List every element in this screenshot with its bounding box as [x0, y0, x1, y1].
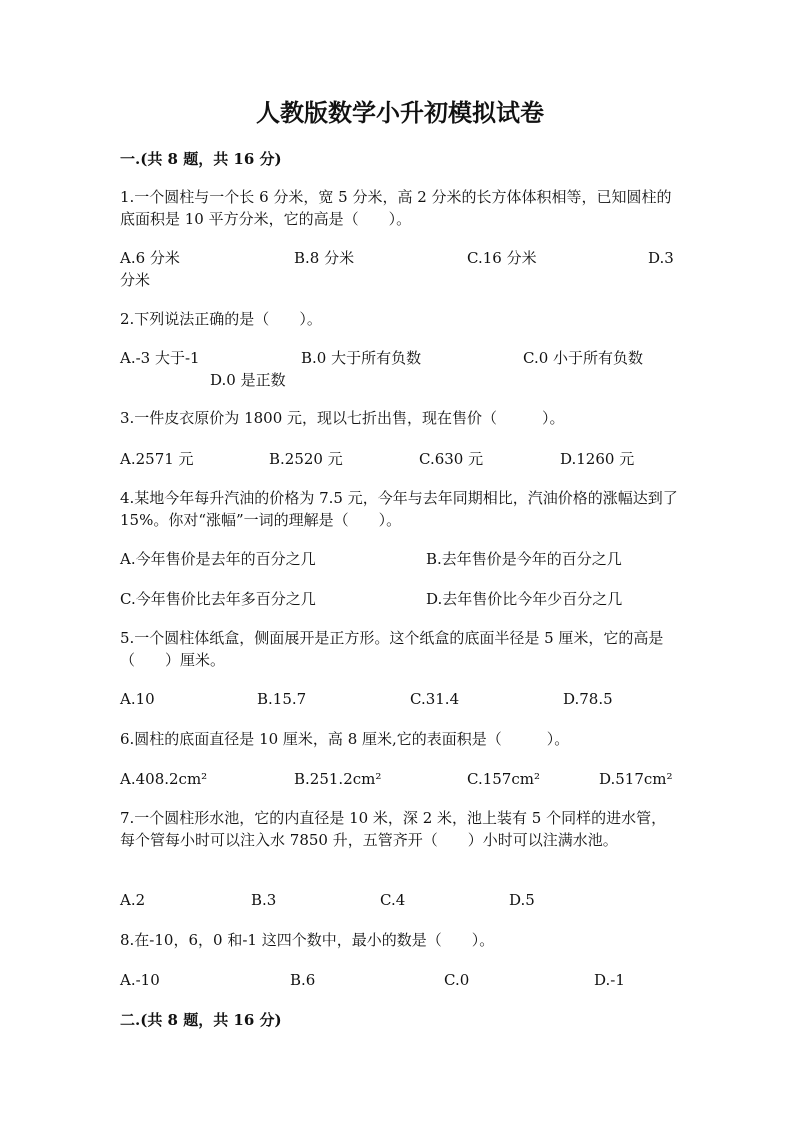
question-6-option-c[interactable]: C.157cm²: [467, 770, 540, 788]
question-4-option-c[interactable]: C.今年售价比去年多百分之几: [120, 590, 316, 608]
question-7-option-d[interactable]: D.5: [509, 891, 535, 909]
question-4-option-b[interactable]: B.去年售价是今年的百分之几: [426, 550, 622, 568]
question-8-text: 8.在-10，6，0 和-1 这四个数中，最小的数是（ ）。: [120, 931, 495, 949]
question-1-option-a[interactable]: A.6 分米: [120, 249, 180, 267]
question-6-option-b[interactable]: B.251.2cm²: [294, 770, 382, 788]
question-1-option-b[interactable]: B.8 分米: [294, 249, 355, 267]
question-2-text: 2.下列说法正确的是（ ）。: [120, 310, 322, 328]
question-1-option-c[interactable]: C.16 分米: [467, 249, 537, 267]
question-5-option-d[interactable]: D.78.5: [563, 690, 613, 708]
question-5-option-a[interactable]: A.10: [120, 690, 155, 708]
question-5-text: 5.一个圆柱体纸盒，侧面展开是正方形。这个纸盒的底面半径是 5 厘米，它的高是（ ）厘米。: [120, 629, 664, 669]
question-3-option-a[interactable]: A.2571 元: [120, 450, 194, 468]
question-1-text: 1.一个圆柱与一个长 6 分米，宽 5 分米，高 2 分米的长方体体积相等，已知圆柱的底面积是 10 平方分米，它的高是（ ）。: [120, 188, 672, 228]
question-3-option-b[interactable]: B.2520 元: [269, 450, 343, 468]
question-2-option-c[interactable]: C.0 小于所有负数: [523, 349, 644, 367]
question-3-option-c[interactable]: C.630 元: [419, 450, 484, 468]
question-7-option-c[interactable]: C.4: [380, 891, 406, 909]
question-7-option-b[interactable]: B.3: [251, 891, 277, 909]
question-8-option-a[interactable]: A.-10: [120, 971, 160, 989]
question-3-text: 3.一件皮衣原价为 1800 元，现以七折出售，现在售价（ ）。: [120, 409, 565, 427]
question-8-option-c[interactable]: C.0: [444, 971, 470, 989]
page-title: 人教版数学小升初模拟试卷: [256, 98, 544, 127]
question-2-option-b[interactable]: B.0 大于所有负数: [301, 349, 422, 367]
question-4-option-d[interactable]: D.去年售价比今年少百分之几: [426, 590, 623, 608]
question-3-option-d[interactable]: D.1260 元: [560, 450, 635, 468]
section-heading-2: 二.(共 8 题，共 16 分): [120, 1011, 282, 1029]
question-8-option-d[interactable]: D.-1: [594, 971, 625, 989]
question-4-text: 4.某地今年每升汽油的价格为 7.5 元，今年与去年同期相比，汽油价格的涨幅达到了 15%。你对“涨幅”一词的理解是（ ）。: [120, 489, 678, 529]
question-5-option-c[interactable]: C.31.4: [410, 690, 460, 708]
question-6-option-d[interactable]: D.517cm²: [599, 770, 673, 788]
question-2-option-d[interactable]: D.0 是正数: [210, 371, 286, 389]
question-1-option-d[interactable]: D.3: [648, 249, 674, 267]
question-6-option-a[interactable]: A.408.2cm²: [120, 770, 208, 788]
question-1-option-d-continued: 分米: [120, 271, 151, 289]
question-8-option-b[interactable]: B.6: [290, 971, 316, 989]
question-5-option-b[interactable]: B.15.7: [257, 690, 307, 708]
question-4-option-a[interactable]: A.今年售价是去年的百分之几: [120, 550, 316, 568]
question-2-option-a[interactable]: A.-3 大于-1: [120, 349, 200, 367]
section-heading-1: 一.(共 8 题，共 16 分): [120, 150, 282, 168]
question-6-text: 6.圆柱的底面直径是 10 厘米，高 8 厘米,它的表面积是（ ）。: [120, 730, 570, 748]
question-7-text: 7.一个圆柱形水池，它的内直径是 10 米，深 2 米，池上装有 5 个同样的进水管，每个管每小时可以注入水 7850 升，五管齐开（ ）小时可以注满水池。: [120, 809, 667, 849]
question-7-option-a[interactable]: A.2: [120, 891, 146, 909]
